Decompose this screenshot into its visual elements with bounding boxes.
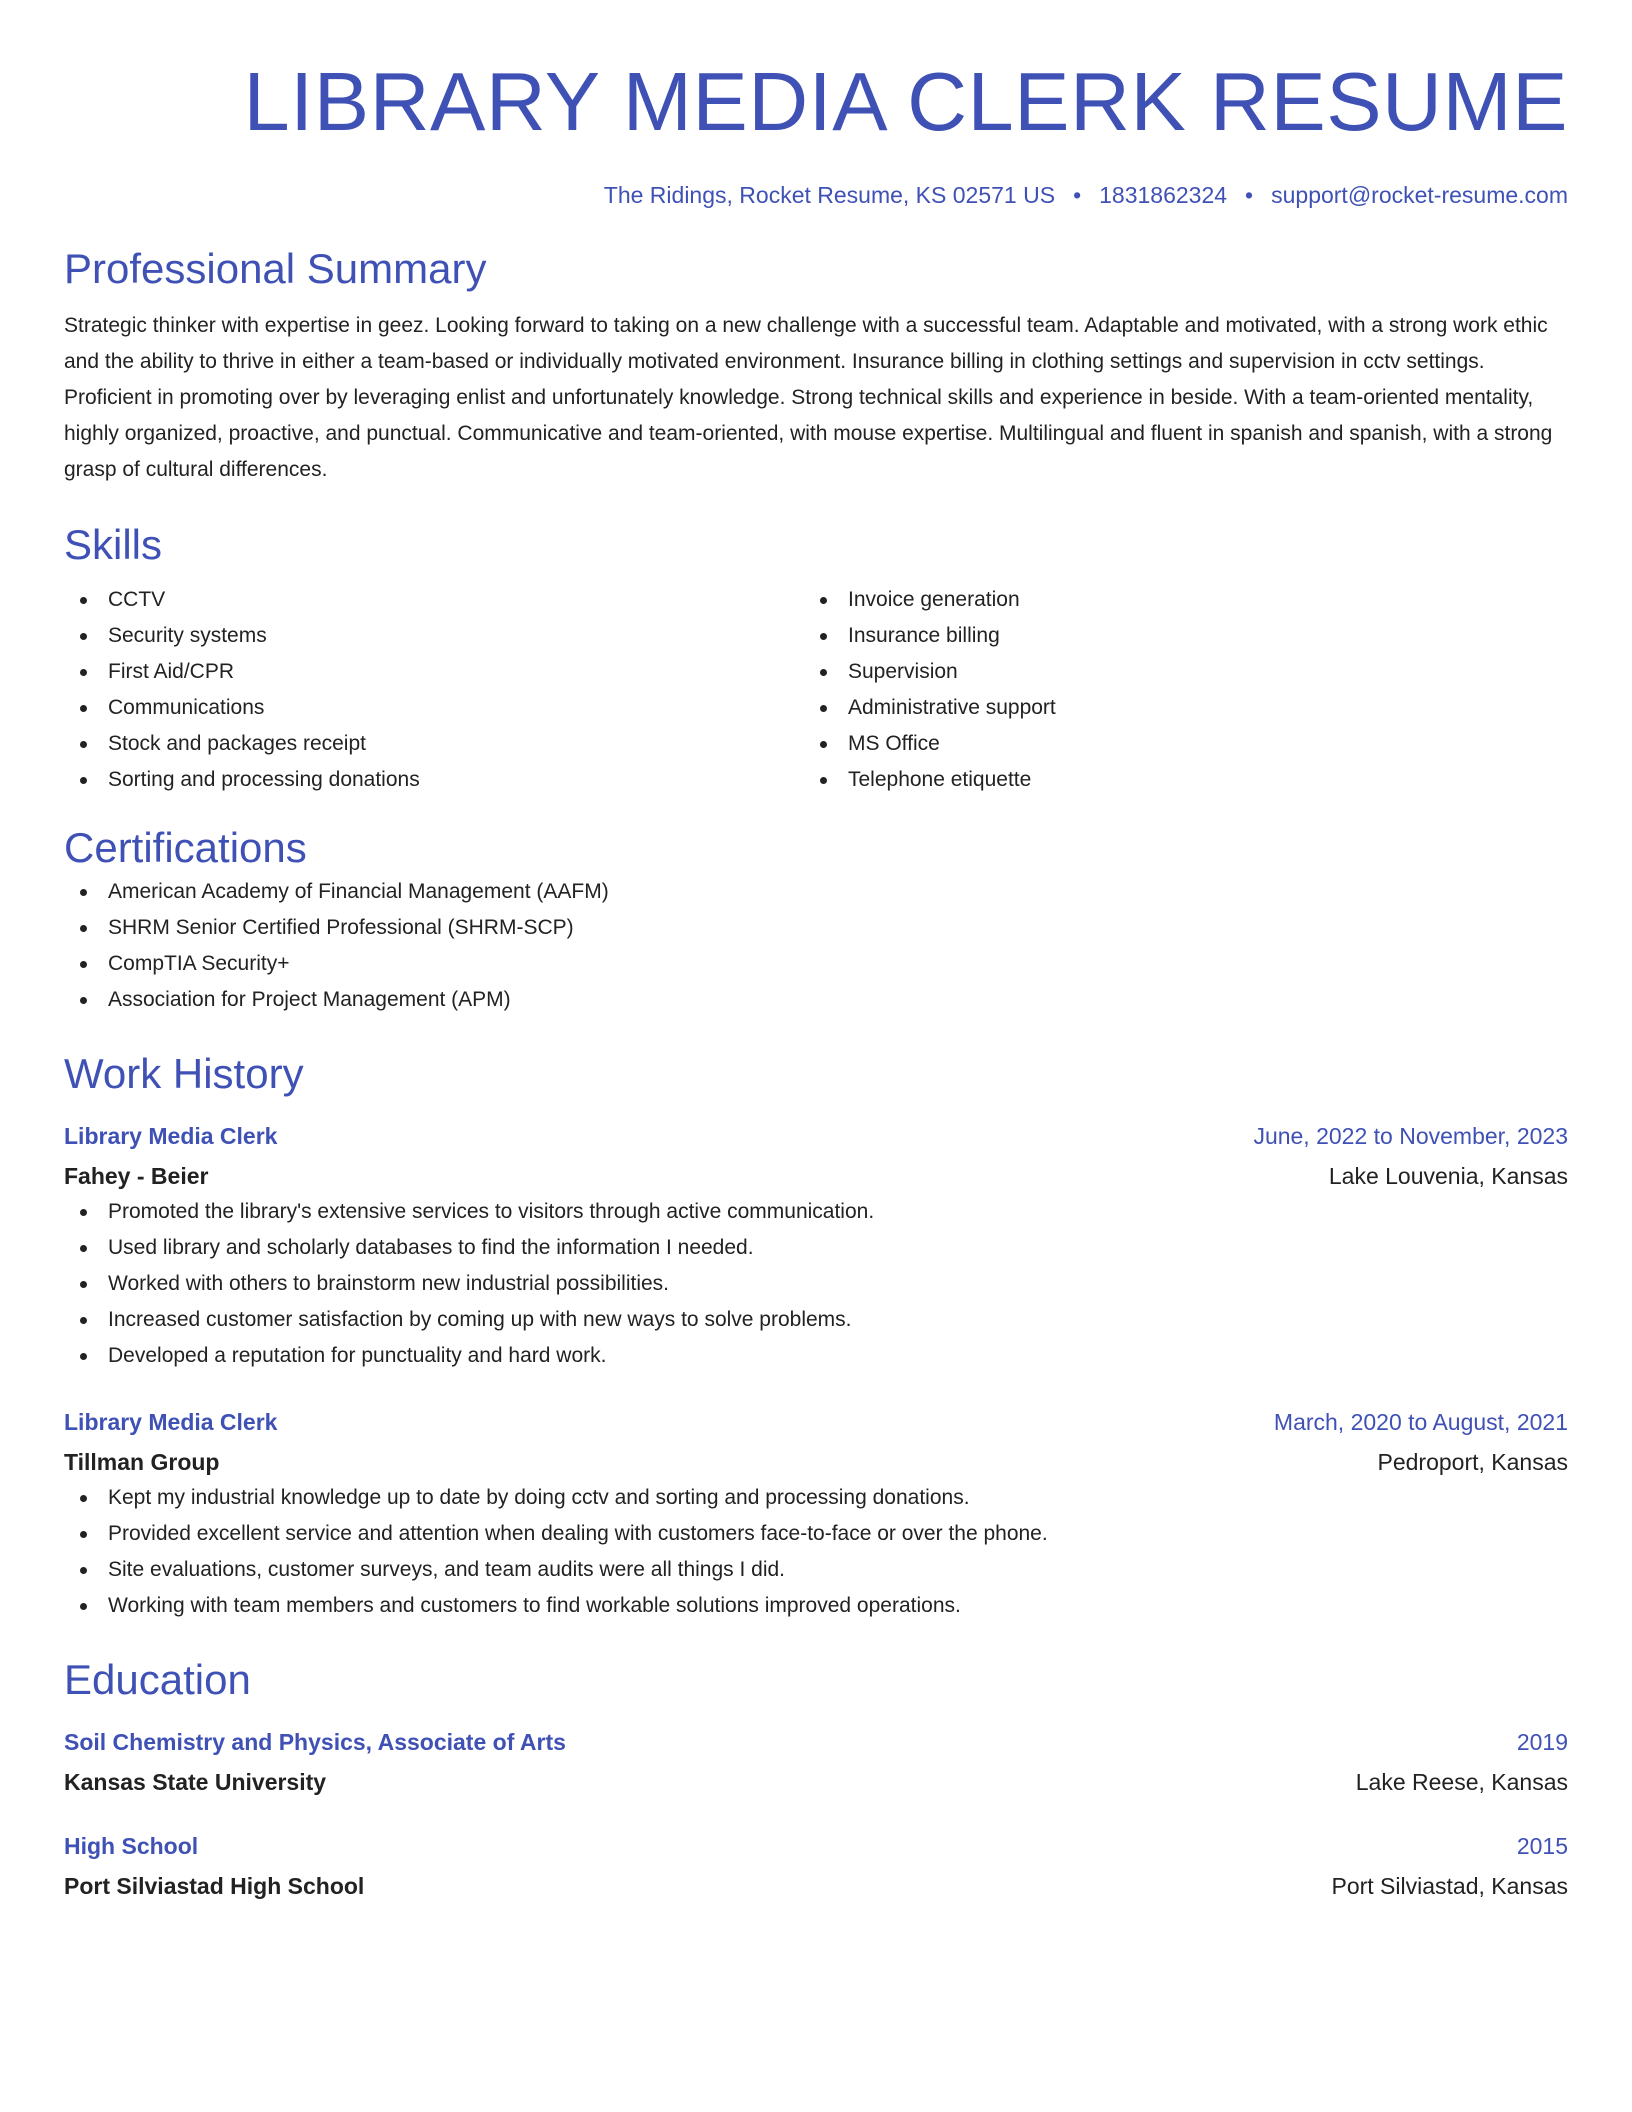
contact-phone: 1831862324 (1099, 182, 1228, 208)
contact-email[interactable]: support@rocket-resume.com (1271, 182, 1568, 208)
job-dates: June, 2022 to November, 2023 (1253, 1123, 1568, 1149)
job-duty: Promoted the library's extensive services to visitors through active communication. (64, 1194, 1568, 1230)
skill-item: Sorting and processing donations (64, 762, 804, 798)
job-entry (64, 1118, 1568, 1374)
education-header-row (64, 1724, 1568, 1760)
education-degree: High School (64, 1833, 199, 1859)
resume-title: LIBRARY MEDIA CLERK RESUME (243, 55, 1568, 148)
job-location: Lake Louvenia, Kansas (1328, 1163, 1568, 1189)
skills-grid (64, 582, 1568, 798)
skill-item: Supervision (804, 654, 1544, 690)
skills-list-left (64, 582, 804, 798)
job-duty: Increased customer satisfaction by coming up with new ways to solve problems. (64, 1302, 1568, 1338)
certification-item: CompTIA Security+ (64, 946, 1568, 982)
certifications-list (64, 874, 1568, 1018)
education-entry (64, 1724, 1568, 1800)
skill-item: CCTV (64, 582, 804, 618)
contact-separator: • (1245, 182, 1254, 208)
job-duty: Used library and scholarly databases to find the information I needed. (64, 1230, 1568, 1266)
job-duty: Developed a reputation for punctuality and hard work. (64, 1338, 1568, 1374)
job-company: Fahey - Beier (64, 1163, 209, 1189)
education-header-row (64, 1828, 1568, 1864)
certifications-heading: Certifications (64, 824, 307, 871)
job-duty: Provided excellent service and attention when dealing with customers face-to-face or over the phone. (64, 1516, 1568, 1552)
job-duties-list (64, 1480, 1568, 1624)
skill-item: First Aid/CPR (64, 654, 804, 690)
job-dates: March, 2020 to August, 2021 (1273, 1409, 1568, 1435)
education-entry (64, 1828, 1568, 1904)
job-duty: Working with team members and customers to find workable solutions improved operations. (64, 1588, 1568, 1624)
contact-line (64, 180, 1568, 210)
job-company-row (64, 1444, 1568, 1480)
work-history-heading: Work History (64, 1050, 304, 1097)
education-location: Lake Reese, Kansas (1355, 1769, 1568, 1795)
skill-item: Telephone etiquette (804, 762, 1544, 798)
job-company-row (64, 1158, 1568, 1194)
job-company: Tillman Group (64, 1449, 220, 1475)
education-school: Port Silviastad High School (64, 1873, 365, 1899)
job-title: Library Media Clerk (64, 1409, 278, 1435)
job-duty: Worked with others to brainstorm new industrial possibilities. (64, 1266, 1568, 1302)
skills-list-right (804, 582, 1544, 798)
skill-item: Administrative support (804, 690, 1544, 726)
job-duty: Kept my industrial knowledge up to date by doing cctv and sorting and processing donations. (64, 1480, 1568, 1516)
education-year: 2015 (1516, 1833, 1568, 1859)
skill-item: Invoice generation (804, 582, 1544, 618)
skill-item: MS Office (804, 726, 1544, 762)
education-school-row (64, 1764, 1568, 1800)
contact-address: The Ridings, Rocket Resume, KS 02571 US (603, 182, 1056, 208)
job-entry (64, 1404, 1568, 1624)
education-school-row (64, 1868, 1568, 1904)
job-duties-list (64, 1194, 1568, 1374)
skill-item: Insurance billing (804, 618, 1544, 654)
education-school: Kansas State University (64, 1769, 327, 1795)
summary-text: Strategic thinker with expertise in geez. Looking forward to taking on a new challenge with a successful team. Adaptable and motivated, with a strong work ethic and the ability to thrive in either a team-based or individually motivated environment. Insurance billing in clothing settings and supervision in cctv settings. Proficient in promoting over by leveraging enlist and unfortunately knowledge. Strong technical skills and experience in beside. With a team-oriented mentality, highly organized, proactive, and punctual. Communicative and team-oriented, with mouse expertise. Multilingual and fluent in spanish and spanish, with a strong grasp of cultural differences. (64, 314, 1553, 481)
skill-item: Security systems (64, 618, 804, 654)
job-duty: Site evaluations, customer surveys, and team audits were all things I did. (64, 1552, 1568, 1588)
job-title: Library Media Clerk (64, 1123, 278, 1149)
certification-item: SHRM Senior Certified Professional (SHRM-SCP) (64, 910, 1568, 946)
job-header-row (64, 1118, 1568, 1154)
contact-separator: • (1073, 182, 1082, 208)
skill-item: Stock and packages receipt (64, 726, 804, 762)
education-year: 2019 (1516, 1729, 1568, 1755)
education-degree: Soil Chemistry and Physics, Associate of Arts (64, 1729, 566, 1755)
summary-heading: Professional Summary (64, 245, 487, 292)
certification-item: Association for Project Management (APM) (64, 982, 1568, 1018)
education-heading: Education (64, 1656, 251, 1703)
skill-item: Communications (64, 690, 804, 726)
job-header-row (64, 1404, 1568, 1440)
skills-heading: Skills (64, 521, 163, 568)
job-location: Pedroport, Kansas (1377, 1449, 1568, 1475)
education-location: Port Silviastad, Kansas (1331, 1873, 1568, 1899)
certification-item: American Academy of Financial Management (AAFM) (64, 874, 1568, 910)
